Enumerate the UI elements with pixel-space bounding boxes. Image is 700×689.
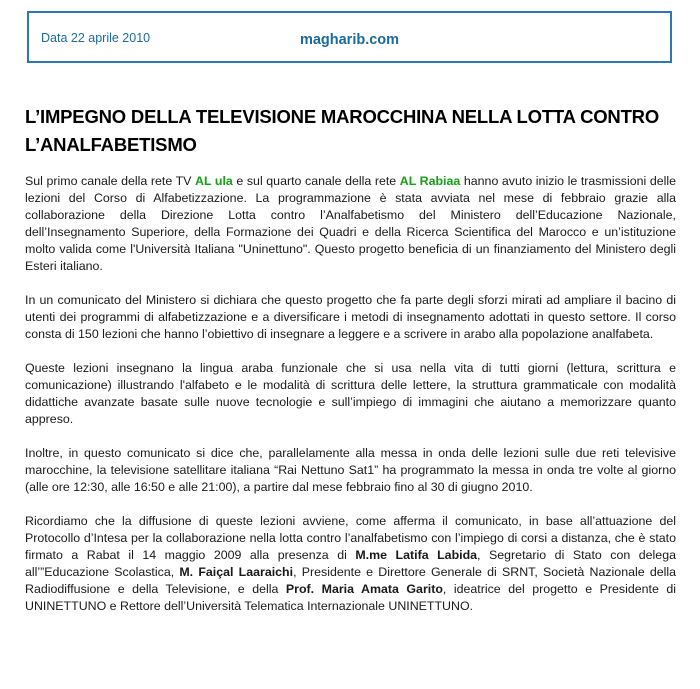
article-title: L’IMPEGNO DELLA TELEVISIONE MAROCCHINA NELLA LOTTA CONTRO L’ANALFABETISMO (25, 106, 660, 155)
text-segment: , Presidente e Direttore Generale di SRNT, Società Nazionale della Radiodiffusione e della Televisione, e della (25, 565, 677, 596)
person-name: M. Faiçal Laaraichi (179, 565, 294, 579)
text-segment: , ideatrice del progetto e Presidente di UNINETTUNO e Rettore dell’Università Telematica Internazionale UNINETTUNO. (25, 582, 676, 613)
person-name: Prof. Maria Amata Garito (285, 582, 443, 596)
paragraph (25, 292, 676, 343)
text-segment: Sul primo canale della rete TV (25, 174, 196, 188)
site-name: magharib.com (299, 32, 400, 48)
page (0, 11, 700, 689)
paragraph (25, 445, 676, 496)
text-segment: hanno avuto inizio le trasmissioni delle lezioni del Corso di Alfabetizzazione. La programmazione è stata avviata nel mese di febbraio grazie alla collaborazione della Direzione Lotta contro l’Analfabetismo del Ministero dell’Educazione Nazionale, dell’Insegnamento Superiore, della Formazione dei Quadri e della Ricerca Scientifica del Marocco e un’istituzione molto valida come l'Università Italiana "Uninettuno". Questo progetto beneficia di un finanziamento del Ministero degli Esteri italiano. (25, 174, 677, 273)
text-segment: Ricordiamo che la diffusione di queste lezioni avviene, come afferma il comunicato, in base all’attuazione del Protocollo d’Intesa per la collaborazione nella lotta contro l’analfabetismo con l’impiego di corsi a distanza, che è stato firmato a Rabat il 14 maggio 2009 alla presenza di (25, 514, 676, 562)
article-body (25, 173, 676, 615)
person-name: M.me Latifa Labida (355, 548, 478, 562)
header-box (27, 11, 672, 63)
paragraph (25, 173, 676, 275)
text-segment: In un comunicato del Ministero si dichiara che questo progetto che fa parte degli sforzi mirati ad ampliare il bacino di utenti dei programmi di alfabetizzazione e a diversificare i metodi di insegnamento adottati in questo settore. Il corso consta di 150 lezioni che hanno l’obiettivo di insegnare a leggere e a scrivere in arabo alla popolazione analfabeta. (25, 293, 676, 341)
text-segment: Inoltre, in questo comunicato si dice che, parallelamente alla messa in onda delle lezioni sulle due reti televisive marocchine, la televisione satellitare italiana “Rai Nettuno Sat1” ha programmato la messa in onda tre volte al giorno (alle ore 12:30, alle 16:50 e alle 21:00), a partire dal mese febbraio fino al 30 di giugno 2010. (25, 446, 676, 494)
tv-channel-name: AL Rabiaa (399, 174, 461, 188)
paragraph (25, 513, 676, 615)
paragraph (25, 360, 676, 428)
tv-channel-name: AL ula (195, 174, 233, 188)
text-segment: , Segretario di Stato con delega all’”Educazione Scolastica, (25, 548, 676, 579)
text-segment: e sul quarto canale della rete (232, 174, 400, 188)
text-segment: Queste lezioni insegnano la lingua araba funzionale che si usa nella vita di tutti giorni (lettura, scrittura e comunicazione) illustrando l'alfabeto e le modalità di scrittura delle lettere, la struttura grammaticale con modalità didattiche avanzate basate sulle nuove tecnologie e sull’impiego di immagini che aiutano a memorizzare quanto appreso. (25, 361, 676, 426)
article-date: Data 22 aprile 2010 (41, 31, 151, 46)
